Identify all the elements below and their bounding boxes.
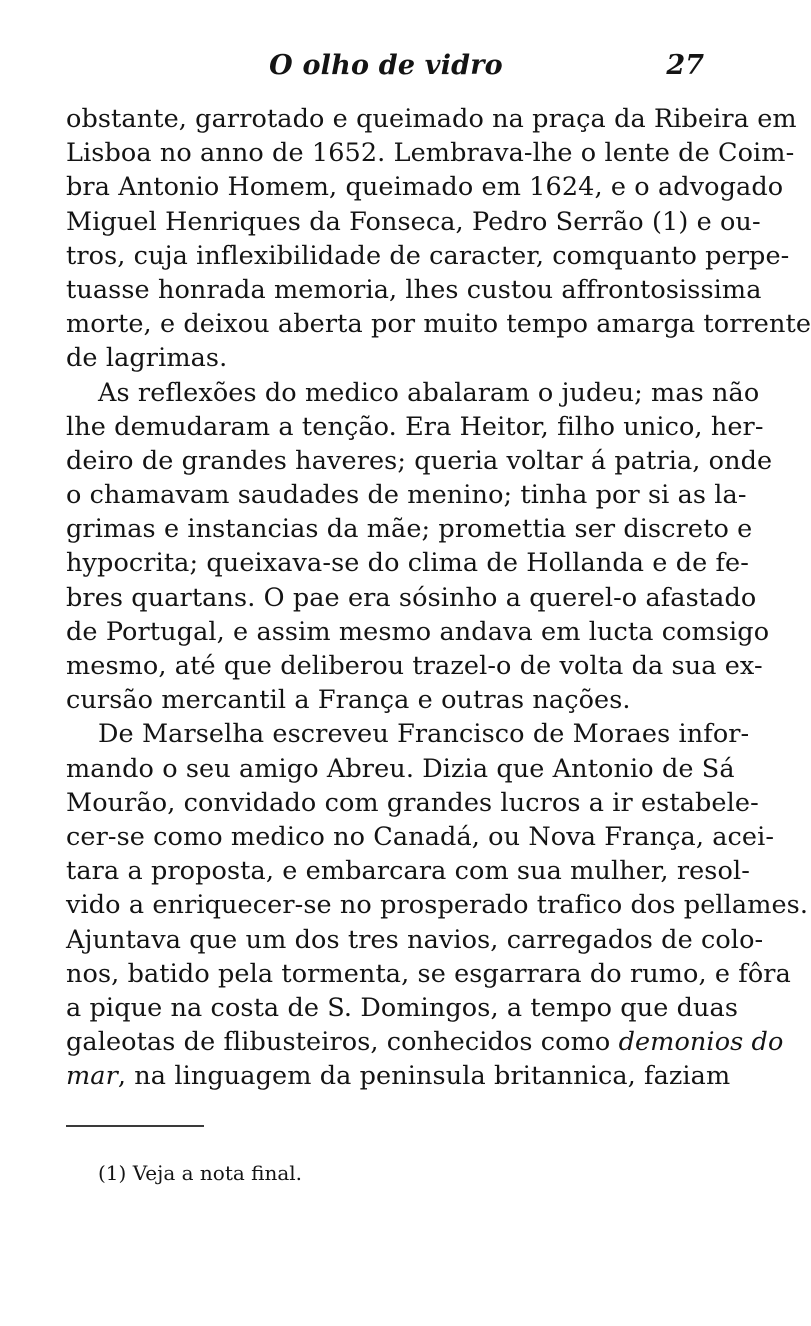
text-line: tros, cuja inflexibilidade de caracter, comquanto perpe- (66, 240, 790, 271)
text-line: cer-se como medico no Canadá, ou Nova França, acei- (66, 821, 775, 852)
running-header (66, 44, 706, 88)
text-line: Miguel Henriques da Fonseca, Pedro Serrão (1) e ou- (66, 206, 761, 237)
text-line: hypocrita; queixava-se do clima de Hollanda e de fe- (66, 548, 749, 579)
text-line-with-italic (66, 1025, 784, 1059)
text-line: Mourão, convidado com grandes lucros a ir estabele- (66, 787, 759, 818)
text-line-with-italic (66, 1059, 731, 1093)
text-line: morte, e deixou aberta por muito tempo amarga torrente (66, 309, 811, 340)
text-line: bres quartans. O pae era sósinho a querel-o afastado (66, 582, 757, 613)
footnote-divider (66, 1125, 204, 1127)
text-line: vido a enriquecer-se no prosperado trafico dos pellames. (66, 890, 809, 921)
text-line: cursão mercantil a França e outras nações. (66, 685, 631, 716)
text-line: bra Antonio Homem, queimado em 1624, e o advogado (66, 172, 784, 203)
text-line: grimas e instancias da mãe; promettia ser discreto e (66, 514, 753, 545)
italic-phrase: demonios do (618, 1027, 784, 1058)
text-line: o chamavam saudades de menino; tinha por si as la- (66, 480, 747, 511)
body-text (66, 102, 811, 1093)
text-line: deiro de grandes haveres; queria voltar á patria, onde (66, 445, 773, 476)
page-number: 27 (666, 50, 704, 81)
text-line: de Portugal, e assim mesmo andava em lucta comsigo (66, 616, 770, 647)
text-line: obstante, garrotado e queimado na praça da Ribeira em (66, 104, 797, 134)
paragraph-start-line: De Marselha escreveu Francisco de Moraes infor- (98, 719, 750, 750)
text-line: lhe demudaram a tenção. Era Heitor, filho unico, her- (66, 411, 764, 442)
text-line: Ajuntava que um dos tres navios, carregados de colo- (66, 924, 764, 955)
line-text: , na linguagem da peninsula britannica, faziam (117, 1061, 731, 1092)
running-title: O olho de vidro (269, 50, 503, 81)
line-text: galeotas de flibusteiros, conhecidos como (66, 1027, 611, 1058)
text-line: de lagrimas. (66, 343, 228, 374)
italic-phrase-continued: mar (66, 1061, 118, 1092)
text-line: tuasse honrada memoria, lhes custou affrontosissima (66, 274, 762, 305)
text-line: tara a proposta, e embarcara com sua mulher, resol- (66, 856, 750, 887)
text-line: mando o seu amigo Abreu. Dizia que Antonio de Sá (66, 753, 735, 784)
text-line: a pique na costa de S. Domingos, a tempo que duas (66, 992, 739, 1023)
footnote: (1) Veja a nota final. (98, 1161, 303, 1185)
text-line: mesmo, até que deliberou trazel-o de volta da sua ex- (66, 651, 763, 681)
paragraph-start-line: As reflexões do medico abalaram o judeu; mas não (98, 377, 760, 408)
text-line: nos, batido pela tormenta, se esgarrara do rumo, e fôra (66, 958, 791, 989)
text-line: Lisboa no anno de 1652. Lembrava-lhe o lente de Coim- (66, 138, 795, 169)
